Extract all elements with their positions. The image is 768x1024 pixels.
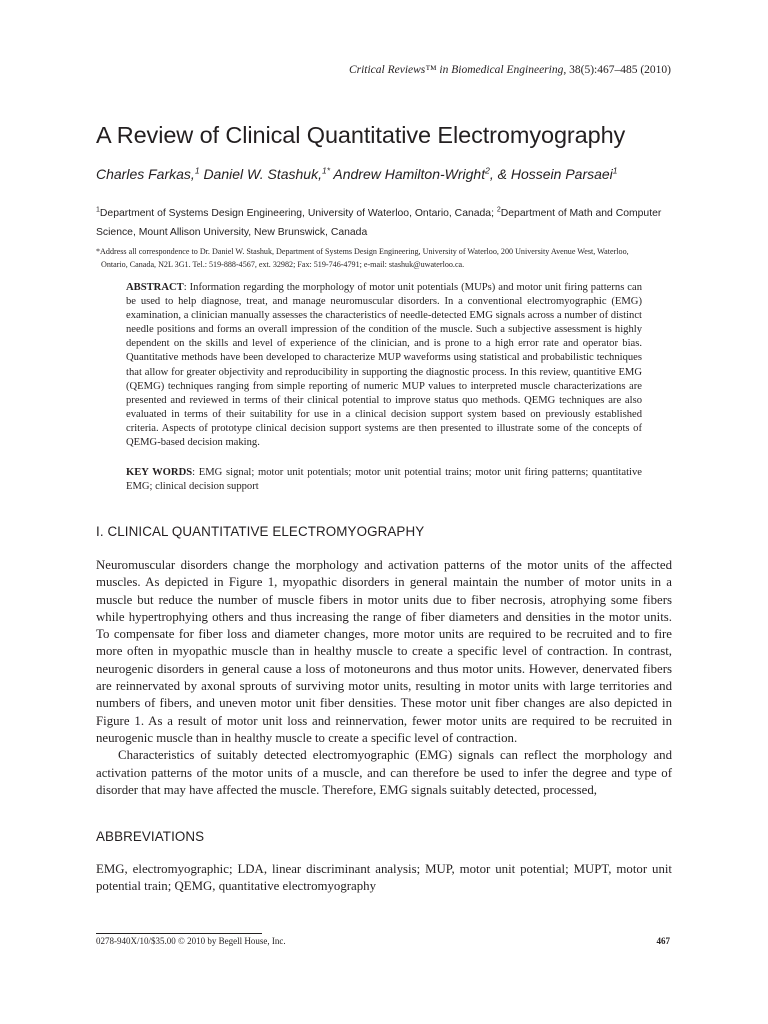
section-body [96,557,672,799]
paper-title: A Review of Clinical Quantitative Electromyography [96,122,626,148]
author-affiliation-mark: 1 [194,165,200,176]
author-name: Hossein Parsaei [510,166,613,182]
correspondence-note [96,246,674,271]
correspondence-line: *Address all correspondence to Dr. Daniel W. Stashuk, Department of Systems Design Engineering, University of Waterloo, 200 University Avenue West, Waterloo, [96,247,629,256]
keywords-text: : EMG signal; motor unit potentials; motor unit potential trains; motor unit firing patterns; quantitative EMG; clinical decision support [126,467,643,493]
abstract [126,281,642,450]
page-number: 467 [656,936,670,946]
abstract-text: : Information regarding the morphology of motor unit potentials (MUPs) and motor unit firing patterns can be used to help diagnose, treat, and manage neuromuscular disorders. In a conventional electromyographic (EMG) examination, a clinician manually assesses the characteristics of needle-detected EMG signals across a number of distinct needle positions and forms an overall impression of the condition of the muscle. Such a subjective assessment is highly dependent on the skills and level of experience of the clinician, and is prone to a high error rate and operator bias. Quantitative methods have been developed to characterize MUP waveforms using statistical and probabilistic techniques that allow for greater objectivity and reproducibility in supporting the diagnostic process. In this review, quantitive EMG (QEMG) techniques ranging from simple reporting of numeric MUP values to interpreted muscle characterizations are presented and reviewed in terms of their clinical potential to improve status quo methods. QEMG techniques are also evaluated in terms of their suitability for use in a clinical decision support system based on previously established criteria. Aspects of prototype clinical decision support systems are then presented to illustrate some of the concepts of QEMG-based decision making. [126,282,642,449]
abbreviations-heading: ABBREVIATIONS [96,829,205,844]
abstract-label: ABSTRACT [126,282,184,293]
body-paragraph: Neuromuscular disorders change the morphology and activation patterns of the motor units of the affected muscles. As depicted in Figure 1, myopathic disorders in general maintain the number of motor units in a muscle but reduce the number of muscle fibers in motor units due to fiber necrosis, atrophying some fibers while hypertrophying others and thus increasing the range of fiber diameters and densities in the motor units. To compensate for fiber loss and diameter changes, more motor units are required to be recruited and to fire more often in myopathic muscle than in healthy muscle to create a specific level of contraction. In contrast, neurogenic disorders in general cause a loss of motoneurons and thus motor units. However, denervated fibers are reinnervated by axonal sprouts of surviving motor units, resulting in motor units with large territories and numbers of fibers, and uneven motor unit fiber densities. These motor unit fiber changes are also depicted in Figure 1. As a result of motor unit loss and reinnervation, fewer motor units are required to be recruited in neurogenic muscle than in healthy muscle to create a specific level of contraction. [96,558,672,745]
affiliation-mark: 2 [496,206,501,214]
affiliation-text: Department of Math and Computer Science, Mount Allison University, New Brunswick, Canada [96,208,662,238]
correspondence-line: Ontario, Canada, N2L 3G1. Tel.: 519-888-4567, ext. 32982; Fax: 519-746-4791; e-mail: stashuk@uwaterloo.ca. [101,259,465,269]
section-heading: I. CLINICAL QUANTITATIVE ELECTROMYOGRAPHY [96,524,425,539]
author-affiliation-mark: 2 [485,165,490,176]
affiliations [96,204,676,242]
author-name: Andrew Hamilton-Wright [333,166,486,182]
author-name: Daniel W. Stashuk, [203,166,322,182]
affiliation-text: Department of Systems Design Engineering, University of Waterloo, Ontario, Canada; [99,208,497,219]
keywords [126,466,642,494]
author-name: Charles Farkas, [96,166,195,182]
journal-name: Critical Reviews™ in Biomedical Engineering, [348,64,567,76]
author-list [96,166,708,182]
body-paragraph: Characteristics of suitably detected electromyographic (EMG) signals can reflect the morphology and activation patterns of the motor units of a muscle, and can therefore be used to infer the degree and type of disorder that may have affected the muscle. Therefore, EMG signals suitably detected, processed, [96,748,672,797]
keywords-label: KEY WORDS [126,467,193,478]
citation: 38(5):467–485 (2010) [566,64,671,76]
copyright-line: 0278-940X/10/$35.00 © 2010 by Begell House, Inc. [96,936,286,946]
abbreviations-text: EMG, electromyographic; LDA, linear discriminant analysis; MUP, motor unit potential; MUPT, motor unit potential train; QEMG, quantitative electromyography [96,862,672,894]
author-affiliation-mark: 1* [321,165,331,176]
author-separator: , & [489,166,511,182]
affiliation-mark: 1 [96,206,100,214]
footer-divider [96,933,262,934]
running-head [96,64,671,76]
author-affiliation-mark: 1 [612,165,618,176]
